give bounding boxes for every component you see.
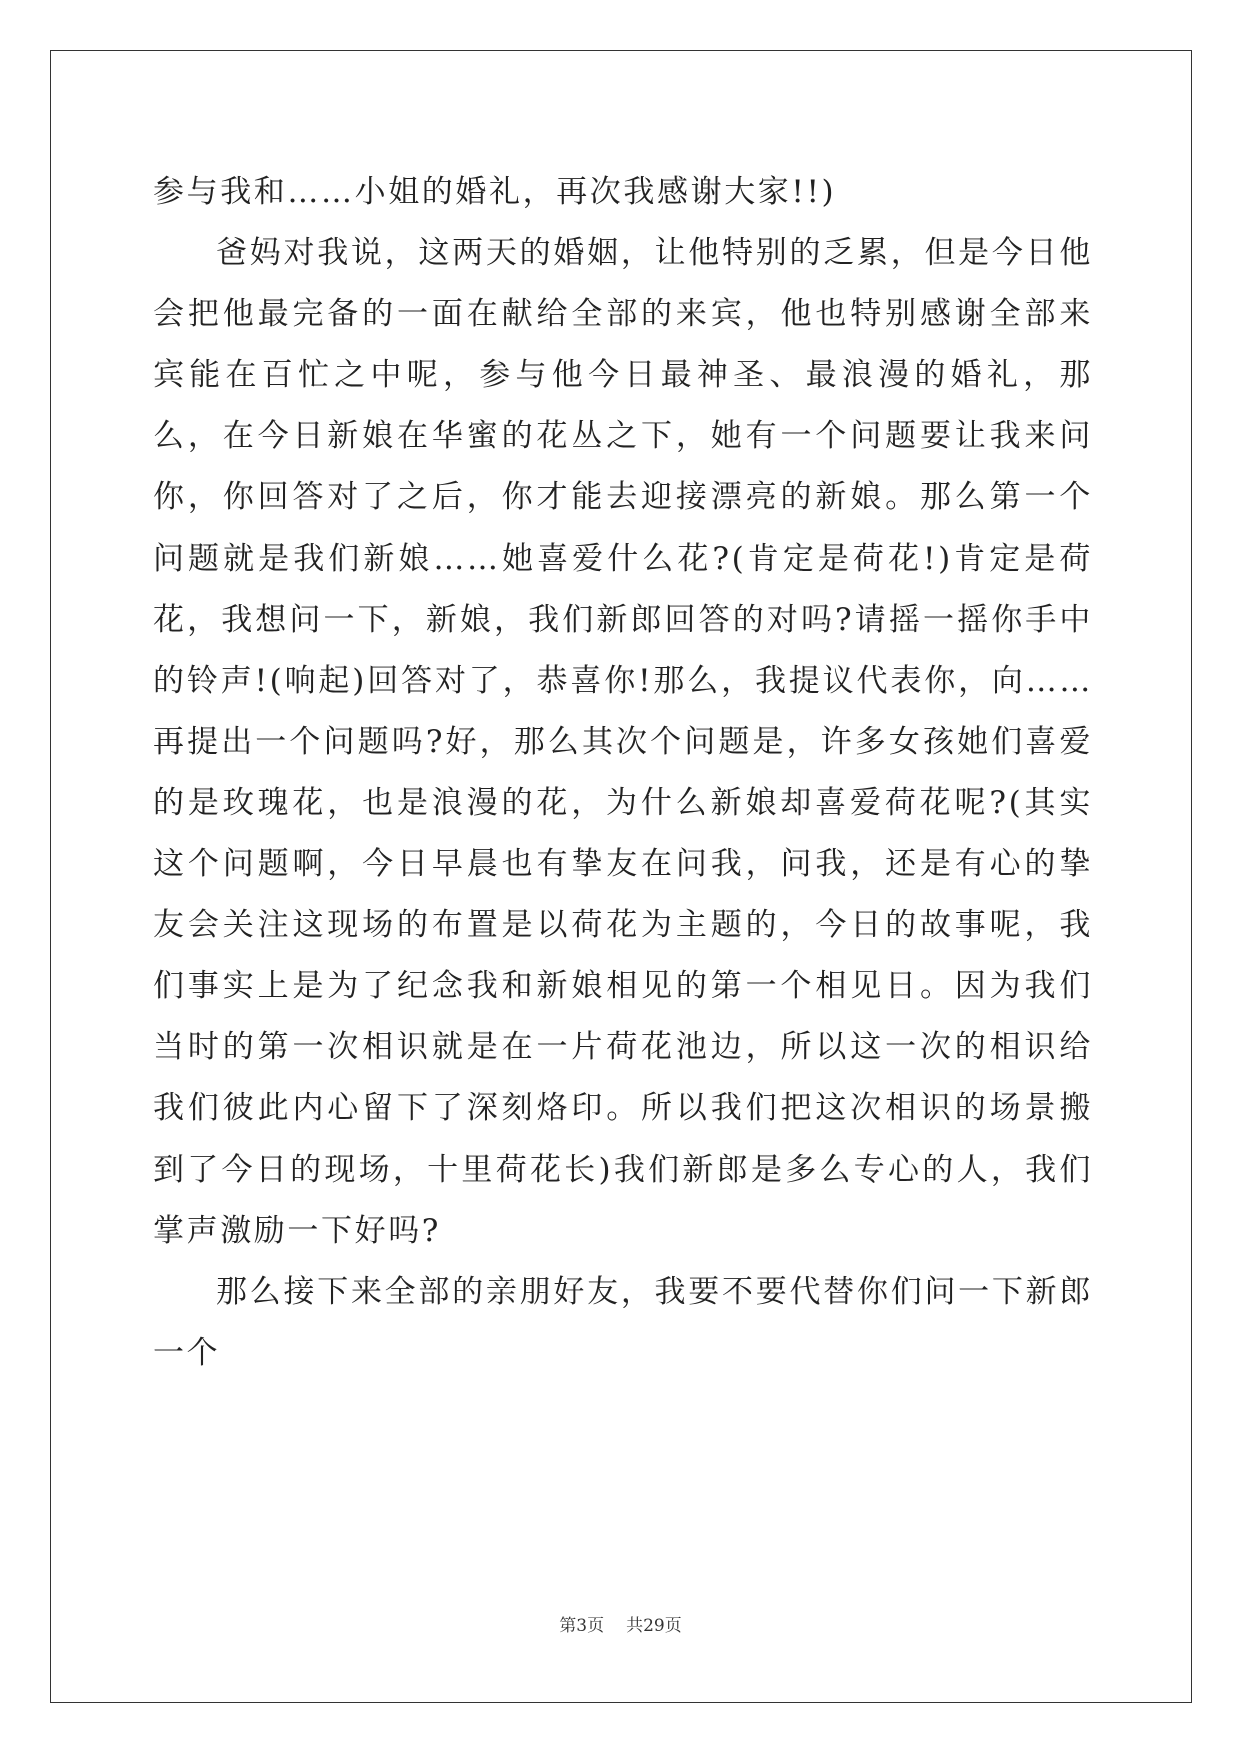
page-total: 共29页: [626, 1616, 682, 1636]
page-number: 第3页: [559, 1616, 605, 1636]
page-footer: [0, 1611, 1241, 1636]
paragraph-1: 参与我和……小姐的婚礼，再次我感谢大家!!): [153, 174, 837, 210]
paragraph-3: 那么接下来全部的亲朋好友，我要不要代替你们问一下新郎一个: [153, 1273, 1093, 1371]
document-body: [153, 162, 1093, 1384]
paragraph-2: 爸妈对我说，这两天的婚姻，让他特别的乏累，但是今日他会把他最完备的一面在献给全部的来宾，他也特别感谢全部来宾能在百忙之中呢，参与他今日最神圣、最浪漫的婚礼，那么，在今日新娘在华蜜的花丛之下，她有一个问题要让我来问你，你回答对了之后，你才能去迎接漂亮的新娘。那么第一个问题就是我们新娘……她喜爱什么花?(肯定是荷花!)肯定是荷花，我想问一下，新娘，我们新郎回答的对吗?请摇一摇你手中的铃声!(响起)回答对了，恭喜你!那么，我提议代表你，向……再提出一个问题吗?好，那么其次个问题是，许多女孩她们喜爱的是玫瑰花，也是浪漫的花，为什么新娘却喜爱荷花呢?(其实这个问题啊，今日早晨也有挚友在问我，问我，还是有心的挚友会关注这现场的布置是以荷花为主题的，今日的故事呢，我们事实上是为了纪念我和新娘相见的第一个相见日。因为我们当时的第一次相识就是在一片荷花池边，所以这一次的相识给我们彼此内心留下了深刻烙印。所以我们把这次相识的场景搬到了今日的现场，十里荷花长)我们新郎是多么专心的人，我们掌声激励一下好吗?: [153, 235, 1093, 1249]
